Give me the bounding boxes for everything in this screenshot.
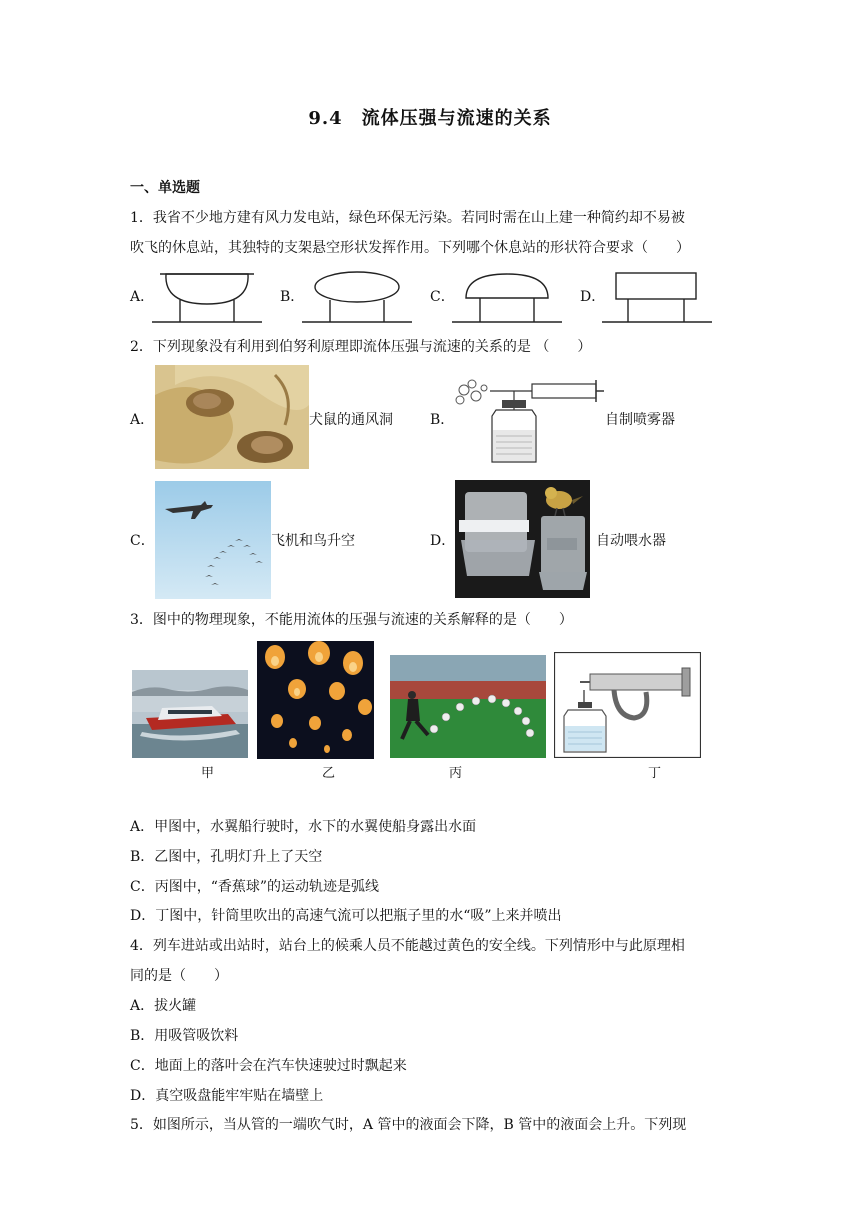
q1-shape-b-figure bbox=[302, 270, 412, 326]
q3-option-d: D．丁图中，针筒里吹出的高速气流可以把瓶子里的水“吸”上来并喷出 bbox=[130, 908, 562, 924]
q1-text-line2: 吹飞的休息站，其独特的支架悬空形状发挥作用。下列哪个休息站的形状符合要求（ ） bbox=[130, 240, 690, 256]
q1-option-a-label: A． bbox=[130, 289, 155, 305]
q4-option-a: A．拔火罐 bbox=[130, 998, 197, 1014]
q2-option-d-label: D． bbox=[430, 533, 456, 549]
section-heading: 一、单选题 bbox=[130, 180, 200, 196]
q1-shape-c-figure bbox=[452, 270, 562, 326]
prairie-dog-burrow-image bbox=[155, 365, 309, 469]
q3-caption-bing: 丙 bbox=[449, 766, 463, 781]
q1-option-c-label: C． bbox=[430, 289, 455, 305]
q1-option-d-label: D． bbox=[580, 289, 606, 305]
q2-option-a-label: A． bbox=[130, 412, 155, 428]
q3-option-b: B．乙图中，孔明灯升上了天空 bbox=[130, 849, 323, 865]
kongming-lanterns-image bbox=[257, 641, 374, 759]
q4-option-c: C．地面上的落叶会在汽车快速驶过时飘起来 bbox=[130, 1058, 407, 1074]
q3-option-c: C．丙图中，“香蕉球”的运动轨迹是弧线 bbox=[130, 879, 380, 895]
q3-option-a: A．甲图中，水翼船行驶时，水下的水翼使船身露出水面 bbox=[130, 819, 477, 835]
q4-text-line2: 同的是（ ） bbox=[130, 968, 228, 984]
q2-text: 2．下列现象没有利用到伯努利原理即流体压强与流速的关系的是 （ ） bbox=[130, 339, 592, 355]
syringe-atomizer-image bbox=[554, 652, 701, 758]
banana-kick-image bbox=[390, 655, 546, 758]
q4-option-b: B．用吸管吸饮料 bbox=[130, 1028, 239, 1044]
homemade-sprayer-image bbox=[452, 372, 608, 466]
automatic-bird-waterer-image bbox=[455, 480, 590, 598]
q3-caption-jia: 甲 bbox=[201, 766, 215, 781]
q2-option-a-caption: 犬鼠的通风洞 bbox=[309, 412, 393, 428]
plane-and-birds-image bbox=[155, 481, 271, 599]
q3-caption-ding: 丁 bbox=[648, 766, 662, 781]
q1-text-line1: 1．我省不少地方建有风力发电站，绿色环保无污染。若同时需在山上建一种简约却不易被 bbox=[130, 210, 685, 226]
q1-shape-d-figure bbox=[602, 270, 712, 326]
q4-text-line1: 4．列车进站或出站时，站台上的候乘人员不能越过黄色的安全线。下列情形中与此原理相 bbox=[130, 938, 685, 954]
q1-option-b-label: B． bbox=[280, 289, 305, 305]
q1-shape-a-figure bbox=[152, 270, 262, 326]
q3-text: 3．图中的物理现象，不能用流体的压强与流速的关系解释的是（ ） bbox=[130, 612, 573, 628]
q2-option-b-label: B． bbox=[430, 412, 455, 428]
hydrofoil-boat-image bbox=[132, 670, 248, 758]
q2-option-b-caption: 自制喷雾器 bbox=[605, 412, 675, 428]
q5-text-line1: 5．如图所示，当从管的一端吹气时，A 管中的液面会下降，B 管中的液面会上升。下列现 bbox=[130, 1117, 687, 1133]
page-title: 9.4 流体压强与流速的关系 bbox=[308, 108, 552, 129]
q2-option-d-caption: 自动喂水器 bbox=[596, 533, 666, 549]
q4-option-d: D．真空吸盘能牢牢贴在墙壁上 bbox=[130, 1088, 324, 1104]
q2-option-c-label: C． bbox=[130, 533, 155, 549]
q3-caption-yi: 乙 bbox=[322, 766, 336, 781]
q2-option-c-caption: 飞机和鸟升空 bbox=[271, 533, 355, 549]
